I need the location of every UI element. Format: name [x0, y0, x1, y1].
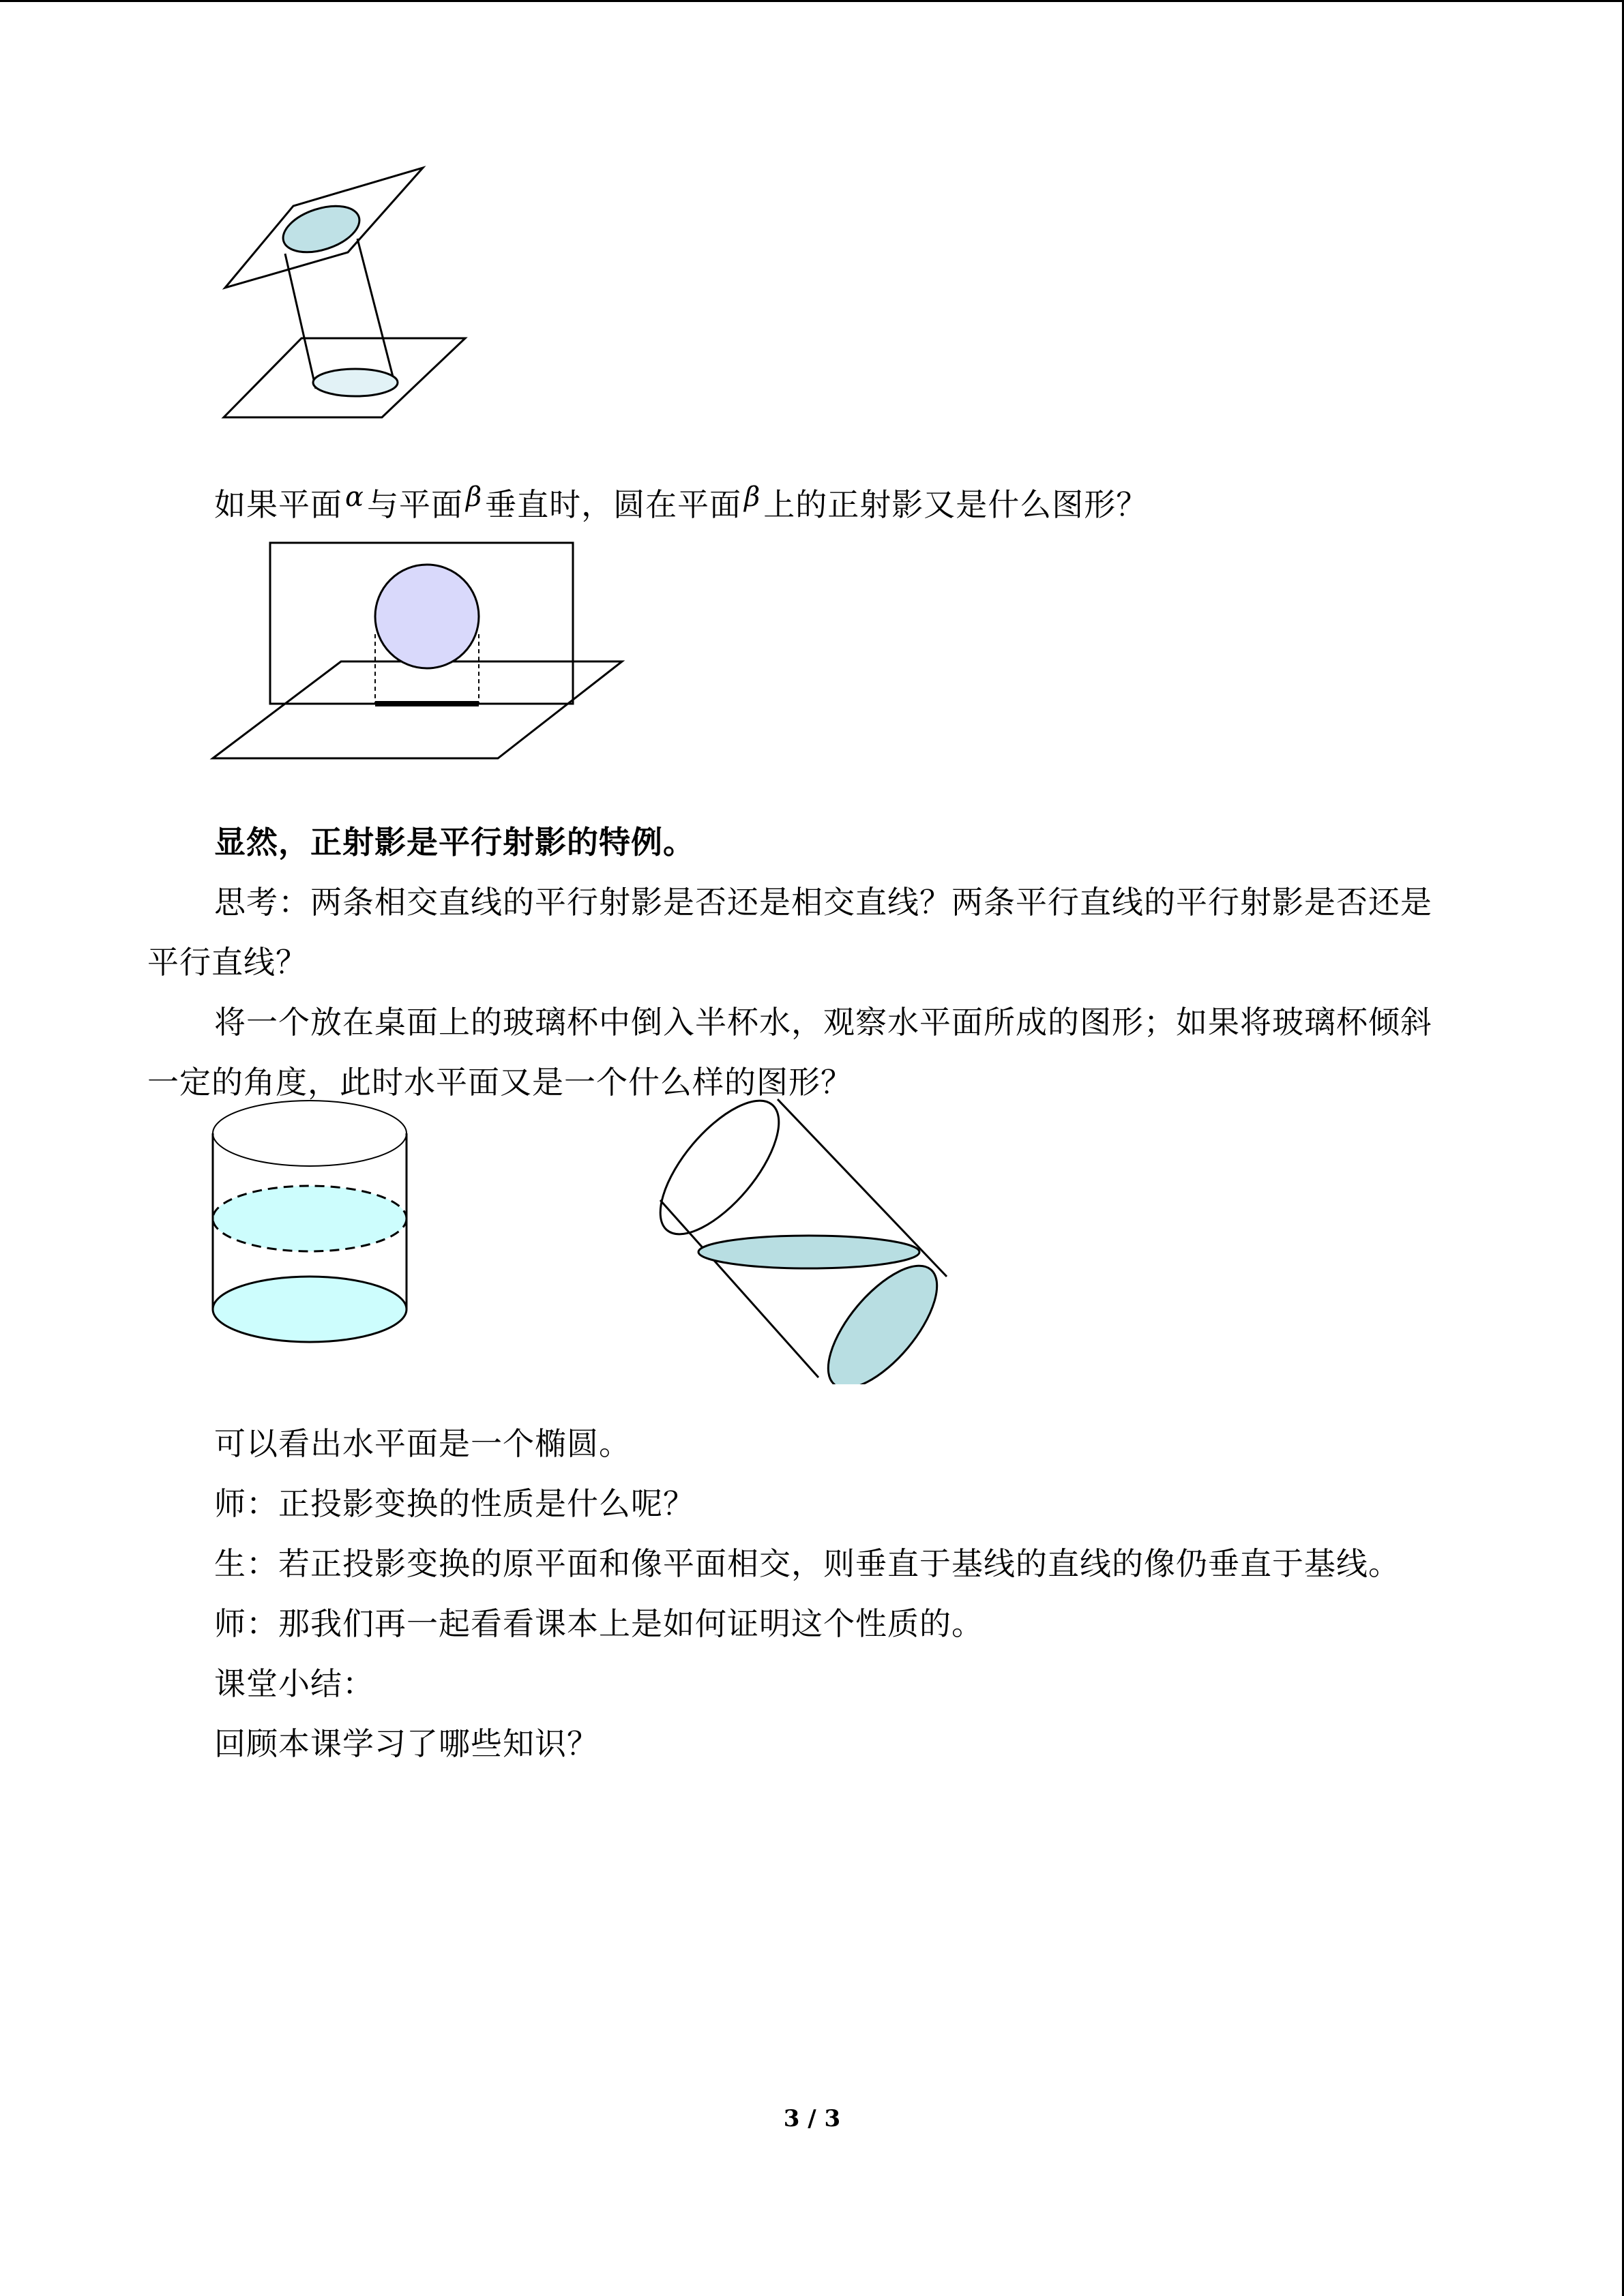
ellipse-note: 可以看出水平面是一个椭圆。: [214, 1425, 631, 1462]
glass-question-line-2: 一定的角度，此时水平面又是一个什么样的图形？: [147, 1064, 853, 1101]
think-question-line-1: 思考：两条相交直线的平行射影是否还是相交直线？两条平行直线的平行射影是否还是: [214, 884, 1432, 921]
alpha-symbol: α: [345, 481, 365, 513]
glass-question-line-1: 将一个放在桌面上的玻璃杯中倒入半杯水，观察水平面所成的图形；如果将玻璃杯倾斜: [214, 1004, 1432, 1041]
beta-symbol: β: [466, 481, 483, 513]
conclusion-text: 显然，正射影是平行射影的特例。: [214, 824, 695, 861]
cylinder-top-ellipse: [278, 198, 366, 261]
glass-bottom: [213, 1277, 407, 1342]
tilted-water-surface: [698, 1236, 919, 1268]
page-border-top: [0, 0, 1624, 2]
upright-glass-figure: [205, 1098, 416, 1350]
student-answer: 生：若正投影变换的原平面和像平面相交，则垂直于基线的直线的像仍垂直于基线。: [214, 1545, 1400, 1582]
oblique-cylinder-figure: [211, 164, 471, 430]
cylinder-bottom-ellipse: [313, 369, 398, 396]
beta-symbol-2: β: [744, 481, 761, 513]
horizontal-plane: [213, 661, 622, 758]
circle-in-plane: [375, 565, 479, 668]
page-number: 3 / 3: [783, 2105, 841, 2132]
think-question-line-2: 平行直线？: [147, 944, 308, 981]
summary-title: 课堂小结：: [214, 1665, 374, 1702]
perpendicular-planes-figure: [205, 539, 628, 764]
teacher-question: 师：正投影变换的性质是什么呢？: [214, 1485, 695, 1522]
question-part-2: 与平面: [367, 486, 464, 523]
question-perpendicular-planes: [214, 481, 1149, 527]
teacher-proof-prompt: 师：那我们再一起看看课本上是如何证明这个性质的。: [214, 1605, 984, 1642]
tilted-glass-figure: [641, 1091, 955, 1384]
question-part-4: 上的正射影又是什么图形？: [763, 486, 1149, 523]
question-part-1: 如果平面: [214, 486, 342, 523]
glass-rim: [213, 1101, 407, 1166]
question-part-3: 垂直时，圆在平面: [485, 486, 742, 523]
tilted-glass-rim: [641, 1091, 799, 1253]
water-surface: [213, 1186, 407, 1251]
review-question: 回顾本课学习了哪些知识？: [214, 1725, 599, 1762]
